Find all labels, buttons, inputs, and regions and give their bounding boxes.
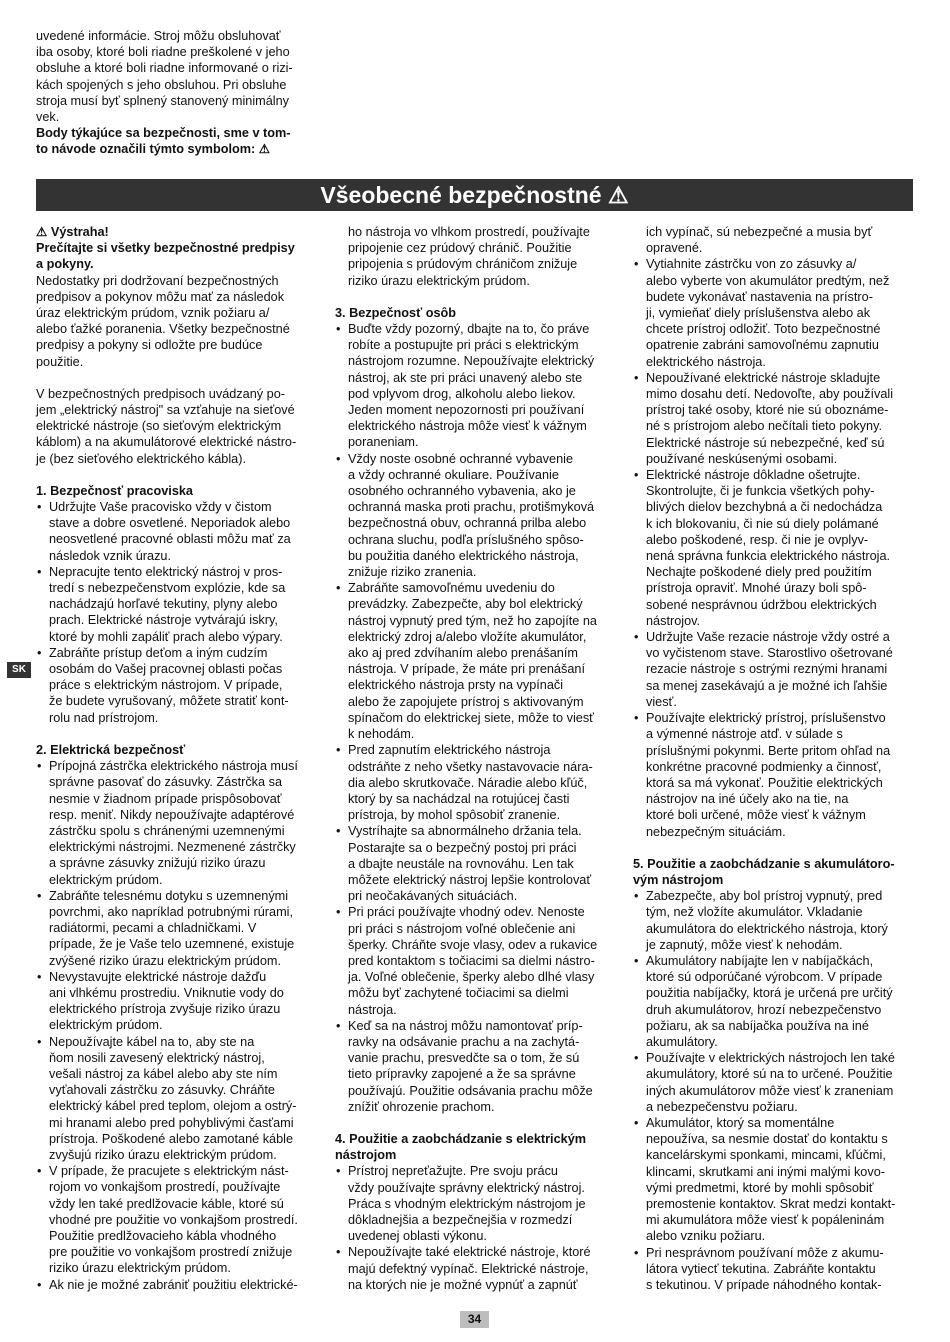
- text-line: mimo dosahu detí. Nedovoľte, aby používali: [646, 387, 894, 402]
- text-line: používané neskúsenými osobami.: [646, 451, 838, 466]
- text-line: V bezpečnostných predpisoch uvádzaný po-: [36, 386, 285, 401]
- text-line: sobené nesprávnou údržbou elektrických: [646, 597, 877, 612]
- text-line: dia alebo skrutkovače. Náradie alebo kľúč,: [348, 775, 588, 790]
- text-line: ktoré by mohli zapáliť prach alebo výpary.: [49, 629, 283, 644]
- text-line: a dbajte neustále na rovnováhu. Len tak: [348, 856, 574, 871]
- text-line: Používajte elektrický prístroj, príslušenstvo: [646, 711, 886, 726]
- text-line: Nechajte poškodené diely pred použitím: [646, 565, 872, 580]
- list-item: [36, 1277, 318, 1293]
- list-item: [633, 256, 916, 369]
- text-line: elektrického prístroja zvyšuje riziko úrazu: [49, 1002, 281, 1017]
- list-item: [335, 1018, 618, 1115]
- section-5-title: [633, 856, 916, 888]
- list-item: [335, 451, 618, 581]
- text-line: s tekutinou. V prípade náhodného kontak-: [646, 1278, 882, 1292]
- text-line: a nebezpečenstvu požiaru.: [646, 1099, 798, 1114]
- text-line: Nepoužívané elektrické nástroje skladujte: [646, 370, 881, 385]
- text-line: k ich blokovaniu, či nie sú diely polámané: [646, 516, 879, 531]
- text-line: Prístroj nepreťažujte. Pre svoju prácu: [348, 1164, 558, 1179]
- text-line: elektrický zdroj a/alebo vložíte akumulátor,: [348, 629, 587, 644]
- text-line: majú defektný vypínač. Elektrické nástroje,: [348, 1261, 589, 1276]
- text-line: Body týkajúce sa bezpečnosti, sme v tom-: [36, 126, 291, 141]
- list-item: [36, 499, 318, 564]
- text-line: šperky. Chráňte svoje vlasy, odev a rukavice: [348, 937, 598, 952]
- text-line: Používajte v elektrických nástrojoch len také: [646, 1051, 895, 1066]
- text-line: alebo vzniku požiaru.: [646, 1229, 766, 1244]
- text-line: blivých dielov bezchybná a či nedochádza: [646, 500, 883, 515]
- text-line: neosvetlené pracovné oblasti môžu mať za: [49, 532, 291, 547]
- text-line: Použitie predlžovacieho kábla vhodného: [49, 1228, 277, 1243]
- section-2-list: [36, 758, 318, 1293]
- definition-text: [36, 386, 318, 467]
- section-3-title: 3. Bezpečnosť osôb: [335, 305, 456, 320]
- text-line: znížiť ohrozenie prachom.: [348, 1099, 495, 1114]
- text-line: môžete elektrický nástroj lepšie kontrolovať: [348, 872, 592, 887]
- text-line: Nepoužívajte kábel na to, aby ste na: [49, 1034, 255, 1049]
- text-line: pred kontaktom s točiacimi sa dielmi nástro-: [348, 953, 595, 968]
- text-line: Zabezpečte, aby bol prístroj vypnutý, pred: [646, 889, 883, 904]
- text-line: ji, vymieňať diely príslušenstva alebo ak: [646, 306, 871, 321]
- text-line: že budete vyrušovaný, môžete stratiť kont-: [49, 694, 289, 709]
- list-item: [36, 758, 318, 888]
- text-line: ja. Voľné oblečenie, šperky alebo dlhé vlasy: [348, 970, 595, 985]
- list-item: [36, 888, 318, 969]
- text-line: Prečítajte si všetky bezpečnostné predpisy: [36, 241, 295, 256]
- text-line: a správne zásuvky znižujú riziko úrazu: [49, 856, 266, 871]
- text-line: mi akumulátora môže viesť k popáleninám: [646, 1213, 885, 1228]
- text-line: osobám do Vašej pracovnej oblasti počas: [49, 662, 283, 677]
- warning-title: ⚠ Výstraha!: [36, 225, 109, 239]
- text-line: Nepracujte tento elektrický nástroj v pros-: [49, 564, 283, 579]
- intro-paragraph: [36, 28, 322, 158]
- text-line: prístroj také osoby, ktoré nie sú oboznáme-: [646, 403, 889, 418]
- text-line: alebo poškodené, resp. či nie je ovplyv-: [646, 532, 869, 547]
- text-line: mi hranami alebo pred pohyblivými časťami: [49, 1115, 294, 1130]
- text-line: resp. meniť. Nikdy nepoužívajte adaptérové: [49, 807, 295, 822]
- section-2-title: 2. Elektrická bezpečnosť: [36, 742, 186, 757]
- text-line: odstráňte z neho všetky nastavovacie nára-: [348, 759, 593, 774]
- text-line: pre použitie vo vonkajšom prostredí znižuje: [49, 1245, 293, 1260]
- list-item: [633, 467, 916, 629]
- text-line: Buďte vždy pozorný, dbajte na to, čo práve: [348, 322, 590, 337]
- text-line: nástrojov na iné účely ako na tie, na: [646, 792, 849, 807]
- text-line: správne pasovať do zásuvky. Zástrčka sa: [49, 775, 283, 790]
- text-line: Postarajte sa o bezpečný postoj pri práci: [348, 840, 577, 855]
- text-line: iba osoby, ktoré boli riadne preškolené v jeho: [36, 45, 290, 60]
- text-line: ktoré boli určené, môže viesť k vážnym: [646, 808, 866, 823]
- text-line: môžu byť zachytené točiacimi sa dielmi: [348, 986, 569, 1001]
- text-line: alebo že zapojujete prístroj s aktivovaným: [348, 694, 584, 709]
- section-banner: Všeobecné bezpečnostné ⚠: [36, 179, 913, 211]
- list-item: [335, 742, 618, 823]
- text-line: Nevystavujte elektrické nástroje dažďu: [49, 969, 267, 984]
- text-line: prístroja. Poškodené alebo zamotané káble: [49, 1131, 294, 1146]
- text-line: nebezpečným situáciám.: [646, 824, 786, 839]
- text-line: ako aj pred zdvíhaním alebo prenášaním: [348, 646, 578, 661]
- list-item: [335, 904, 618, 1017]
- text-line: Akumulátor, ktorý sa momentálne: [646, 1115, 835, 1130]
- text-line: pripojenie cez prúdový chránič. Použitie: [348, 241, 572, 256]
- text-line: látora vytiecť tekutina. Zabráňte kontaktu: [646, 1261, 876, 1276]
- warning-text: [36, 273, 318, 370]
- text-line: elektrickými nástrojmi. Nezmenené zástrčky: [49, 840, 296, 855]
- column-1: [36, 224, 318, 1293]
- text-line: vek.: [36, 110, 60, 125]
- text-line: elektrickým prúdom.: [49, 1018, 163, 1033]
- text-line: alebo vyberte von akumulátor predtým, než: [646, 273, 890, 288]
- text-line: zvýšené riziko úrazu elektrickým prúdom.: [49, 953, 281, 968]
- text-line: Ak nie je možné zabrániť použitiu elektrické-: [49, 1277, 298, 1292]
- text-line: Prípojná zástrčka elektrického nástroja musí: [49, 759, 298, 774]
- text-line: Keď sa na nástroj môžu namontovať príp-: [348, 1018, 583, 1033]
- text-line: Pred zapnutím elektrického nástroja: [348, 743, 551, 758]
- text-line: príslušnými pokynmi. Berte pritom ohľad na: [646, 743, 891, 758]
- section-4-title: [335, 1131, 618, 1163]
- text-line: elektrického nástroja prsty na vypínači: [348, 678, 564, 693]
- section-4-list-continued: [633, 256, 916, 839]
- text-line: poraneniam.: [348, 435, 419, 450]
- list-item: [633, 1245, 916, 1294]
- text-line: vešali nástroj za kábel alebo aby ste ním: [49, 1066, 278, 1081]
- text-line: ktorá sa má vykonať. Použitie elektrických: [646, 775, 883, 790]
- text-line: ochranná maska proti prachu, protišmyková: [348, 500, 595, 515]
- section-5-list: [633, 888, 916, 1293]
- text-line: elektrické nástroje (so sieťovým elektrickým: [36, 419, 282, 434]
- text-line: tieto prípravky zapojené a že sa správne: [348, 1067, 576, 1082]
- text-line: Nedostatky pri dodržovaní bezpečnostných: [36, 273, 279, 288]
- text-line: prípade, že je Vaše telo uzemnené, existuje: [49, 937, 295, 952]
- text-line: viesť.: [646, 694, 677, 709]
- text-line: znižuje riziko zranenia.: [348, 565, 477, 580]
- text-line: uvedenej oblasti výkonu.: [348, 1229, 487, 1244]
- text-line: nená správna funkcia elektrického nástroja.: [646, 549, 891, 564]
- text-line: vým nástrojom: [633, 872, 724, 887]
- text-line: ktoré sú odporúčané výrobcom. V prípade: [646, 970, 883, 985]
- text-line: kách spojených s jeho obsluhou. Pri obsluhe: [36, 77, 287, 92]
- text-line: nástroja. V prípade, že máte pri prenášaní: [348, 662, 585, 677]
- list-item: [335, 1244, 618, 1293]
- text-line: nástrojom: [335, 1148, 397, 1163]
- text-line: zástrčku spolu s chránenými uzemnenými: [49, 823, 285, 838]
- continued-text: [335, 224, 618, 289]
- text-line: Elektrické nástroje dôkladne ošetrujte.: [646, 468, 861, 483]
- list-item: [335, 823, 618, 904]
- text-line: rezacie nástroje s ostrými reznými hranami: [646, 662, 888, 677]
- text-line: iných akumulátorov môže viesť k zraneniam: [646, 1083, 894, 1098]
- text-line: vými predmetmi, ktoré by mohli spôsobiť: [646, 1180, 874, 1195]
- list-item: [633, 888, 916, 953]
- text-line: vo vyčistenom stave. Starostlivo ošetrované: [646, 646, 893, 661]
- text-line: Pri nesprávnom používaní môže z akumu-: [646, 1245, 884, 1260]
- section-4-list: [335, 1163, 618, 1293]
- text-line: ich vypínač, sú nebezpečné a musia byť: [646, 225, 873, 239]
- text-line: rojom vo vonkajšom prostredí, používajte: [49, 1180, 281, 1195]
- text-line: prevádzky. Zabezpečte, aby bol elektrický: [348, 597, 583, 612]
- text-line: 4. Použitie a zaobchádzanie s elektrickým: [335, 1131, 587, 1146]
- text-line: používajú. Použitie odsávania prachu môže: [348, 1083, 593, 1098]
- text-line: pod vplyvom drog, alkoholu alebo liekov.: [348, 386, 576, 401]
- list-item: [633, 1115, 916, 1245]
- text-line: Nepoužívajte také elektrické nástroje, ktoré: [348, 1245, 591, 1260]
- text-line: nástroja.: [348, 1002, 397, 1017]
- text-line: kancelárskymi sponkami, mincami, kľúčmi,: [646, 1148, 886, 1163]
- text-line: povrchmi, ako napríklad potrubnými rúrami,: [49, 904, 293, 919]
- text-line: budete vykonávať nastavenia na prístro-: [646, 289, 873, 304]
- text-line: spínačom do elektrickej siete, môže to viesť: [348, 710, 594, 725]
- text-line: nesmie v žiadnom prípade prispôsobovať: [49, 791, 282, 806]
- text-line: chcete prístroj odložiť. Toto bezpečnostné: [646, 322, 881, 337]
- section-1-list: [36, 499, 318, 726]
- text-line: vždy používajte správny elektrický nástroj.: [348, 1180, 585, 1195]
- text-line: tredí s nebezpečenstvom explózie, kde sa: [49, 581, 286, 596]
- text-line: ňom nosili zavesený elektrický nástroj,: [49, 1050, 265, 1065]
- text-line: Udržujte Vaše rezacie nástroje vždy ostré a: [646, 630, 890, 645]
- text-line: nepoužíva, sa nesmie dostať do kontaktu s: [646, 1132, 888, 1147]
- list-item: [36, 564, 318, 645]
- text-line: prach. Elektrické nástroje vytvárajú iskry,: [49, 613, 278, 628]
- list-item: [36, 1034, 318, 1164]
- text-line: druh akumulátorov, hrozí nebezpečenstvo: [646, 1002, 882, 1017]
- text-line: bu použitia daného elektrického nástroja,: [348, 548, 579, 563]
- text-line: akumulátory, ktoré sú na to určené. Použitie: [646, 1067, 893, 1082]
- text-line: Zabráňte samovoľnému uvedeniu do: [348, 581, 555, 596]
- text-line: Vystríhajte sa abnormálneho držania tela.: [348, 824, 582, 839]
- language-tab: SK: [7, 662, 31, 678]
- text-line: nástrojom rozumne. Nepoužívajte elektrický: [348, 354, 595, 369]
- text-line: elektrický kábel pred teplom, olejom a ostrý-: [49, 1099, 297, 1114]
- list-item: [335, 1163, 618, 1244]
- text-line: použitie.: [36, 354, 84, 369]
- list-item: [633, 710, 916, 840]
- text-line: akumulátory.: [646, 1034, 718, 1049]
- text-line: Jeden moment nepozornosti pri používaní: [348, 403, 585, 418]
- text-line: a vždy ochranné okuliare. Používanie: [348, 467, 559, 482]
- text-line: premostenie kontaktov. Skrat medzi kontakt-: [646, 1196, 896, 1211]
- text-line: je zapnutý, môže viesť k nehodám.: [646, 937, 843, 952]
- list-item: [633, 1050, 916, 1115]
- text-line: Elektrické nástroje sú nebezpečné, keď sú: [646, 435, 885, 450]
- text-line: to návode označili týmto symbolom: ⚠: [36, 142, 271, 157]
- text-line: ani vlhkému prostrediu. Vniknutie vody do: [49, 985, 284, 1000]
- list-item: [36, 1163, 318, 1276]
- continued-text: [633, 224, 916, 256]
- text-line: práce s elektrickým nástrojom. V prípade,: [49, 678, 283, 693]
- text-line: elektrického nástroja.: [646, 354, 766, 369]
- text-line: né s prístrojom alebo nečítali tieto pokyny.: [646, 419, 883, 434]
- text-line: zvyšujú riziko úrazu elektrickým prúdom.: [49, 1147, 277, 1162]
- text-line: vyťahovali zástrčku zo zásuvky. Chráňte: [49, 1083, 275, 1098]
- list-item: [36, 969, 318, 1034]
- text-line: nástroj, ak ste pri práci unavený alebo ste: [348, 370, 583, 385]
- text-line: obsluhe a ktoré boli riadne informované o rizi-: [36, 61, 293, 76]
- text-line: použitia nabíjačky, ktorá je určená pre určitý: [646, 986, 893, 1001]
- text-line: na ktorých nie je možné vypnúť a zapnúť: [348, 1277, 578, 1292]
- text-line: radiátormi, pecami a chladničkami. V: [49, 921, 257, 936]
- text-line: tým, než vložíte akumulátor. Vkladanie: [646, 905, 863, 920]
- text-line: prístroja opraviť. Mnohé úrazy boli spô-: [646, 581, 867, 596]
- text-line: konkrétne pracovné podmienky a činnosť,: [646, 759, 882, 774]
- text-line: Pri práci používajte vhodný odev. Nenoste: [348, 905, 585, 920]
- list-item: [633, 370, 916, 467]
- text-line: 5. Použitie a zaobchádzanie s akumulátoro-: [633, 856, 895, 871]
- text-line: a pokyny.: [36, 257, 94, 272]
- text-line: nástroj vypnutý pred tým, než ho zapojíte na: [348, 613, 597, 628]
- text-line: vanie prachu, presvedčte sa o tom, že sú: [348, 1051, 580, 1066]
- symbol-note: [36, 125, 322, 157]
- text-line: úraz elektrickým prúdom, vznik požiaru a/: [36, 306, 270, 321]
- text-line: ktorý by sa nachádzal na rotujúcej časti: [348, 791, 570, 806]
- text-line: ho nástroja vo vlhkom prostredí, používajte: [348, 225, 590, 239]
- list-item: [633, 953, 916, 1050]
- text-line: Vytiahnite zástrčku von zo zásuvky a/: [646, 257, 857, 272]
- text-line: prístroja, by mohol spôsobiť zranenie.: [348, 808, 561, 823]
- text-line: a výmenné nástroje atď. v súlade s: [646, 727, 843, 742]
- text-line: je (bez sieťového elektrického kábla).: [36, 451, 246, 466]
- text-line: Udržujte Vaše pracovisko vždy v čistom: [49, 500, 272, 515]
- text-line: elektrickým prúdom.: [49, 872, 163, 887]
- text-line: predpisov a pokynov môžu mať za následok: [36, 289, 285, 304]
- text-line: pri neočakávaných situáciách.: [348, 889, 518, 904]
- text-line: stave a dobre osvetlené. Neporiadok alebo: [49, 516, 291, 531]
- text-line: k nehodám.: [348, 727, 415, 742]
- text-line: alebo ťažké poranenia. Všetky bezpečnostné: [36, 322, 290, 337]
- section-3-list: [335, 321, 618, 1115]
- text-line: riziko úrazu elektrickým prúdom.: [49, 1261, 231, 1276]
- text-line: opravené.: [646, 241, 703, 256]
- text-line: ochrana sluchu, podľa príslušného spôso-: [348, 532, 584, 547]
- column-3: [633, 224, 916, 1293]
- text-line: V prípade, že pracujete s elektrickým nást-: [49, 1164, 289, 1179]
- text-line: pri práci s nástrojom voľné oblečenie ani: [348, 921, 576, 936]
- warning-subtitle: [36, 240, 318, 272]
- page-number: 34: [460, 1311, 489, 1328]
- text-line: jem „elektrický nástroj" sa vzťahuje na sieťové: [36, 403, 295, 418]
- text-line: bezpečnostná obuv, ochranná prilba alebo: [348, 516, 587, 531]
- text-line: riziko úrazu elektrickým prúdom.: [348, 273, 530, 288]
- text-line: Práca s vhodným elektrickým nástrojom je: [348, 1196, 586, 1211]
- text-line: nachádzajú horľavé tekutiny, plyny alebo: [49, 597, 278, 612]
- text-line: Zabráňte telesnému dotyku s uzemnenými: [49, 888, 289, 903]
- text-line: pripojenia s prúdovým chráničom znižuje: [348, 257, 578, 272]
- text-line: stroja musí byť splnený stanovený minimálny: [36, 93, 289, 108]
- text-line: robíte a postupujte pri práci s elektrickým: [348, 338, 579, 353]
- text-line: osobného ochranného vybavenia, ako je: [348, 484, 576, 499]
- list-item: [36, 645, 318, 726]
- text-line: Zabráňte prístup deťom a iným cudzím: [49, 645, 268, 660]
- text-line: klincami, skrutkami ani inými malými kovo-: [646, 1164, 885, 1179]
- text-line: vždy len také predlžovacie káble, ktoré sú: [49, 1196, 284, 1211]
- text-line: ravky na odsávanie prachu a na zachytá-: [348, 1034, 580, 1049]
- text-line: predpisy a pokyny si odložte pre budúce: [36, 338, 263, 353]
- text-line: následok vznik úrazu.: [49, 548, 172, 563]
- intro-text: [36, 28, 322, 125]
- text-line: požiaru, ak sa nabíjačka používa na iné: [646, 1018, 869, 1033]
- column-2: [335, 224, 618, 1293]
- text-line: elektrického nástroja môže viesť k vážnym: [348, 419, 587, 434]
- list-item: [335, 580, 618, 742]
- text-line: opatrenie zabráni samovoľnému zapnutiu: [646, 338, 879, 353]
- text-line: sa menej zasekávajú a je možné ich ľahšie: [646, 678, 888, 693]
- text-line: vhodné pre použitie vo vonkajšom prostredí.: [49, 1212, 298, 1227]
- text-line: nástrojov.: [646, 613, 701, 628]
- text-line: uvedené informácie. Stroj môžu obsluhovať: [36, 29, 281, 43]
- section-1-title: 1. Bezpečnosť pracoviska: [36, 483, 193, 498]
- text-line: Vždy noste osobné ochranné vybavenie: [348, 451, 574, 466]
- text-line: dôkladnejšia a bezpečnejšia v rozmedzí: [348, 1212, 573, 1227]
- list-item: [633, 629, 916, 710]
- text-line: Skontrolujte, či je funkcia všetkých pohy-: [646, 484, 875, 499]
- text-line: rolu nad prístrojom.: [49, 710, 159, 725]
- text-line: akumulátora do elektrického nástroja, ktorý: [646, 921, 888, 936]
- text-line: Akumulátory nabíjajte len v nabíjačkách,: [646, 953, 874, 968]
- list-item: [335, 321, 618, 451]
- text-line: káblom) a na akumulátorové elektrické nástro-: [36, 435, 297, 450]
